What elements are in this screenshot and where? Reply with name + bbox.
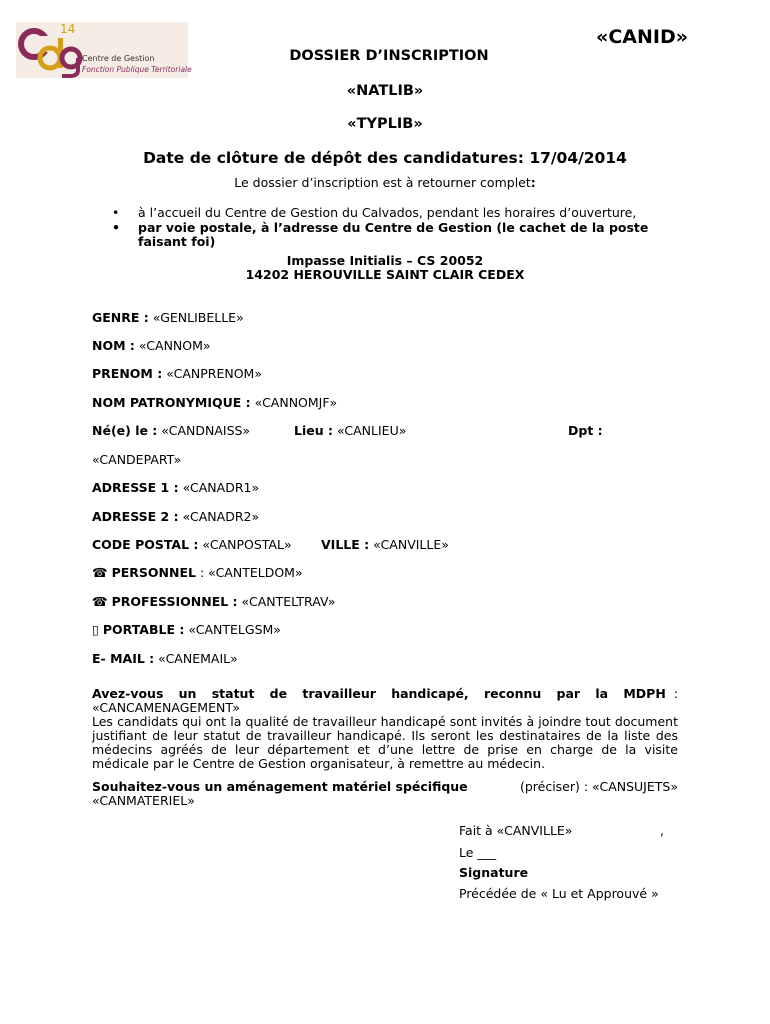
tel-professionnel-field [92,594,335,609]
option-text: à l’accueil du Centre de Gestion du Calvados, pendant les horaires d’ouverture, [138,205,637,220]
field-label: CODE POSTAL : [92,537,199,552]
signature-label: Signature [459,865,529,880]
field-label: PROFESSIONNEL : [111,594,238,609]
birth-date-field [92,423,250,438]
amenagement-question: Souhaitez-vous un aménagement matériel spécifique [92,779,468,794]
tel-personnel-field [92,565,303,580]
field-label: GENRE : [92,310,149,325]
field-label: PORTABLE : [102,622,185,637]
closing-date: Date de clôture de dépôt des candidatures: 17/04/2014 [143,149,627,167]
nom-field [92,338,211,353]
field-label: Né(e) le : [92,423,158,438]
field-label: NOM : [92,338,135,353]
handicap-question: Avez-vous un statut de travailleur handicapé, reconnu par la MDPH [92,686,666,701]
field-value: «CANTELTRAV» [241,594,336,609]
return-colon: : [530,175,536,190]
field-value: «CANTELDOM» [208,565,303,580]
code-postal-field [92,537,292,552]
field-label: VILLE : [321,537,370,552]
date-line: Le ___ [459,845,497,860]
field-value: «CANPRENOM» [166,366,262,381]
field-value: «CANNOM» [138,338,211,353]
handicap-body: Les candidats qui ont la qualité de travailleur handicapé sont invités à joindre tout document justifiant de leur statut de travailleur handicapé. Ils seront les destinataires de la liste des médecins agréés de leur département et d’une lettre de prise en charge de la visite médicale par le Centre de Gestion organisateur, à remettre au médecin. [92,714,678,771]
delivery-options [112,206,672,250]
candepart-field: «CANDEPART» [92,452,182,467]
fait-a-comma: , [660,823,664,838]
amenagement-line [92,780,678,794]
phone-icon: ☎ [92,565,108,580]
logo-line1: Centre de Gestion [82,54,155,63]
portable-field [92,622,281,637]
field-label: PERSONNEL [111,565,196,580]
logo-number: 14 [60,22,76,36]
email-field [92,651,238,666]
handicap-question-line [92,687,678,701]
field-label: Dpt : [568,423,603,438]
amenagement-value: «CANMATERIEL» [92,793,195,808]
phone-icon: ☎ [92,594,108,609]
handicap-section [92,687,678,771]
signature-mention: Précédée de « Lu et Approuvé » [459,886,659,901]
typlib-field: «TYPLIB» [347,116,423,132]
field-label: NOM PATRONYMIQUE : [92,395,251,410]
field-value: «CANNOMJF» [254,395,338,410]
field-value: «CANLIEU» [336,423,407,438]
logo-line2: Fonction Publique Territoriale [82,65,192,74]
nom-patronymique-field [92,395,337,410]
adresse2-field [92,509,259,524]
ville-field [321,537,449,552]
natlib-field: «NATLIB» [346,83,424,99]
postal-address [0,254,770,282]
field-sep: : [199,565,205,580]
dpt-field [568,423,603,438]
fait-a: Fait à «CANVILLE» [459,823,573,838]
field-label: Lieu : [294,423,333,438]
field-value: «CANVILLE» [373,537,449,552]
option-text: par voie postale, à l’adresse du Centre de Gestion (le cachet de la poste faisant foi) [138,220,649,249]
list-item [112,206,672,220]
mobile-icon: ▯ [92,622,99,637]
bullet-icon: • [112,205,120,220]
handicap-colon: : [673,686,678,701]
field-label: ADRESSE 2 : [92,509,179,524]
genre-field [92,310,244,325]
address-line2: 14202 HEROUVILLE SAINT CLAIR CEDEX [245,267,525,282]
field-value: «CANPOSTAL» [202,537,292,552]
field-value: «GENLIBELLE» [152,310,244,325]
address-line1: Impasse Initialis – CS 20052 [286,253,484,268]
page-title: DOSSIER D’INSCRIPTION [289,48,489,64]
field-label: ADRESSE 1 : [92,480,179,495]
return-instructions [0,175,770,190]
field-value: «CANADR1» [182,480,260,495]
field-value: «CANEMAIL» [158,651,238,666]
adresse1-field [92,480,259,495]
field-label: E- MAIL : [92,651,155,666]
field-label: PRENOM : [92,366,163,381]
field-value: «CANTELGSM» [188,622,281,637]
bullet-icon: • [112,220,120,235]
handicap-value: «CANCAMENAGEMENT» [92,700,240,715]
prenom-field [92,366,262,381]
field-value: «CANADR2» [182,509,260,524]
canid-field: «CANID» [596,26,688,48]
field-value: «CANDNAISS» [161,423,251,438]
amenagement-section [92,780,678,808]
birth-place-field [294,423,406,438]
amenagement-preciser: (préciser) : «CANSUJETS» [519,779,678,794]
list-item [112,221,672,249]
return-text: Le dossier d’inscription est à retourner complet [234,175,531,190]
